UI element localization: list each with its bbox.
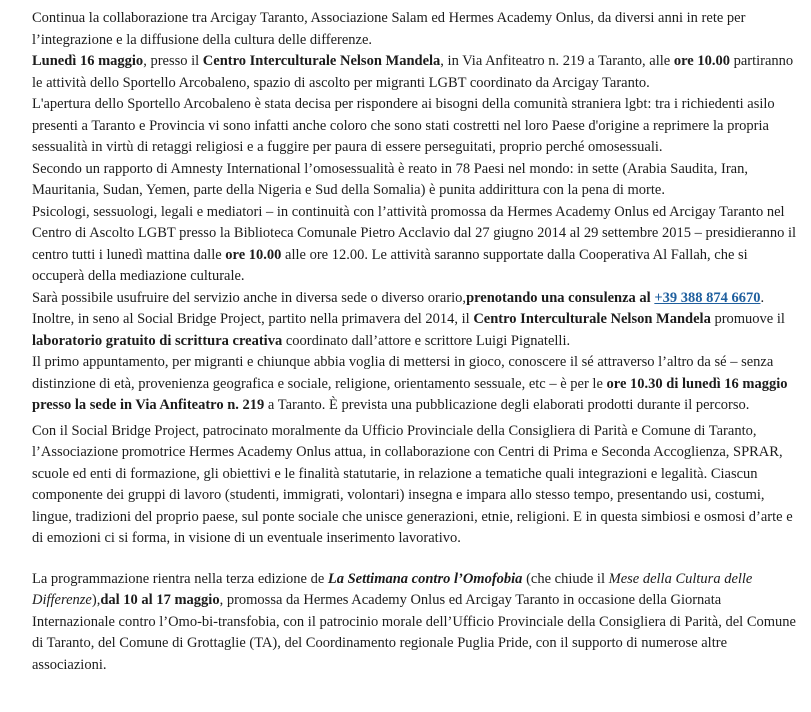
text-segment: . (760, 289, 765, 306)
text-segment: promuove il (710, 311, 785, 327)
start-hour: ore 10.00 (225, 246, 282, 263)
workshop-name: laboratorio gratuito di scrittura creativa (32, 332, 283, 349)
event-title: La Settimana contro l’Omofobia (327, 570, 523, 587)
booking-label: prenotando una consulenza al (466, 289, 655, 306)
text-segment: , in Via Anfiteatro n. 219 a Taranto, alle (440, 53, 674, 69)
text-segment: Il primo appuntamento, per migranti e chiunque abbia voglia di mettersi in gioco, conoscere il sé attraverso l’altro da sé – senza distinzione di età, provenienza geografica e sociale, religione, orientamento sessuale, etc – è per le (32, 354, 774, 392)
text-segment: Secondo un rapporto di Amnesty International l’omosessualità è reato in 78 Paesi nel mondo: in sette (Arabia Saudita, Iran, Mauritania, Sudan, Yemen, parte della Nigeria e Sud della Somalia) è punita addirittura con la pena di morte. (32, 160, 748, 198)
text-segment: Inoltre, in seno al Social Bridge Project, partito nella primavera del 2014, il (32, 311, 474, 327)
text-segment: (che chiude il (522, 570, 609, 587)
first-meeting-details: ore 10.30 di lunedì 16 maggio presso la sede in Via Anfiteatro n. 219 (32, 375, 788, 413)
paragraph-sportello (32, 94, 797, 159)
paragraph-booking (32, 288, 797, 310)
text-segment: , presso il (143, 53, 203, 69)
paragraph-first-meeting (32, 352, 797, 417)
paragraph-amnesty (32, 159, 797, 202)
opening-time: ore 10.00 (673, 53, 730, 69)
text-segment: La programmazione rientra nella terza edizione de (32, 570, 328, 587)
centre-name: Centro Interculturale Nelson Mandela (473, 311, 711, 327)
text-segment: L'apertura dello Sportello Arcobaleno è stata decisa per rispondere ai bisogni della comunità straniera lgbt: tra i richiedenti asilo presenti a Taranto e Provincia vi sono infatti anche coloro che sono stati costretti nel loro Paese d'origine a reprimere la propria sessualità in virtù di retaggi religiosi e a fuggire per paura di essere perseguitati, proprio perché omosessuali. (32, 96, 775, 155)
event-dates: dal 10 al 17 maggio (100, 592, 220, 608)
text-segment: a Taranto. È prevista una pubblicazione degli elaborati prodotti durante il percorso. (264, 397, 750, 413)
paragraph-opening-date (32, 51, 797, 94)
text-segment: Sarà possibile usufruire del servizio anche in diversa sede o diverso orario, (32, 289, 467, 306)
intro-text: Continua la collaborazione tra Arcigay Taranto, Associazione Salam ed Hermes Academy Onlus, da diversi anni in rete per l’integrazione e la diffusione della cultura delle differenze. (32, 10, 746, 48)
paragraph-workshop (32, 309, 797, 352)
text-segment: Psicologi, sessuologi, legali e mediatori – in continuità con l’attività promossa da Hermes Academy Onlus ed Arcigay Taranto nel Centro di Ascolto LGBT presso la Biblioteca Comunale Pietro Acclavio dal 27 giugno 2014 al 29 settembre 2015 – presidieranno il centro tutti i lunedì mattina dalle (32, 203, 797, 263)
phone-link[interactable]: +39 388 874 6670 (654, 289, 761, 306)
opening-date: Lunedì 16 maggio (32, 53, 144, 69)
paragraph-intro (32, 8, 797, 51)
text-segment: Con il Social Bridge Project, patrocinato moralmente da Ufficio Provinciale della Consigliera di Parità e Comune di Taranto, l’Associazione promotrice Hermes Academy Onlus attua, in collaborazione con Centri di Prima e Seconda Accoglienza, SPRAR, scuole ed enti di formazione, gli obiettivi e le finalità statutarie, in relazione a tematiche quali integrazioni e legalità. Ciascun componente dei gruppi di lavoro (studenti, immigrati, volontari) insegna e impara allo stesso tempo, presentando usi, costumi, lingue, tradizioni del proprio paese, sul ponte sociale che unisce generazioni, etnie, religioni. E in questa simbiosi e osmosi d’arte e di emozioni ci si forma, in visione di un eventuale inserimento lavorativo. (32, 422, 793, 546)
text-segment: coordinato dall’attore e scrittore Luigi Pignatelli. (282, 332, 571, 349)
paragraph-programme (32, 569, 797, 677)
centre-name: Centro Interculturale Nelson Mandela (202, 53, 441, 69)
month-title: Mese della Cultura delle Differenze (32, 570, 753, 608)
paragraph-social-bridge (32, 421, 797, 550)
text-segment: alle ore 12.00. Le attività saranno supportate dalla Cooperativa Al Fallah, che si occuperà della mediazione culturale. (32, 246, 748, 284)
paragraph-staff (32, 202, 797, 288)
text-segment: ), (91, 592, 101, 608)
text-segment: , promossa da Hermes Academy Onlus ed Arcigay Taranto in occasione della Giornata Internazionale contro l’Omo-bi-transfobia, con il patrocinio morale dell’Ufficio Provinciale della Consigliera di Parità, del Comune di Taranto, del Comune di Grottaglie (TA), del Coordinamento regionale Puglia Pride, con il supporto di numerose altre associazioni. (32, 592, 796, 673)
text-segment: partiranno le attività dello Sportello Arcobaleno, spazio di ascolto per migranti LGBT coordinato da Arcigay Taranto. (32, 53, 794, 91)
